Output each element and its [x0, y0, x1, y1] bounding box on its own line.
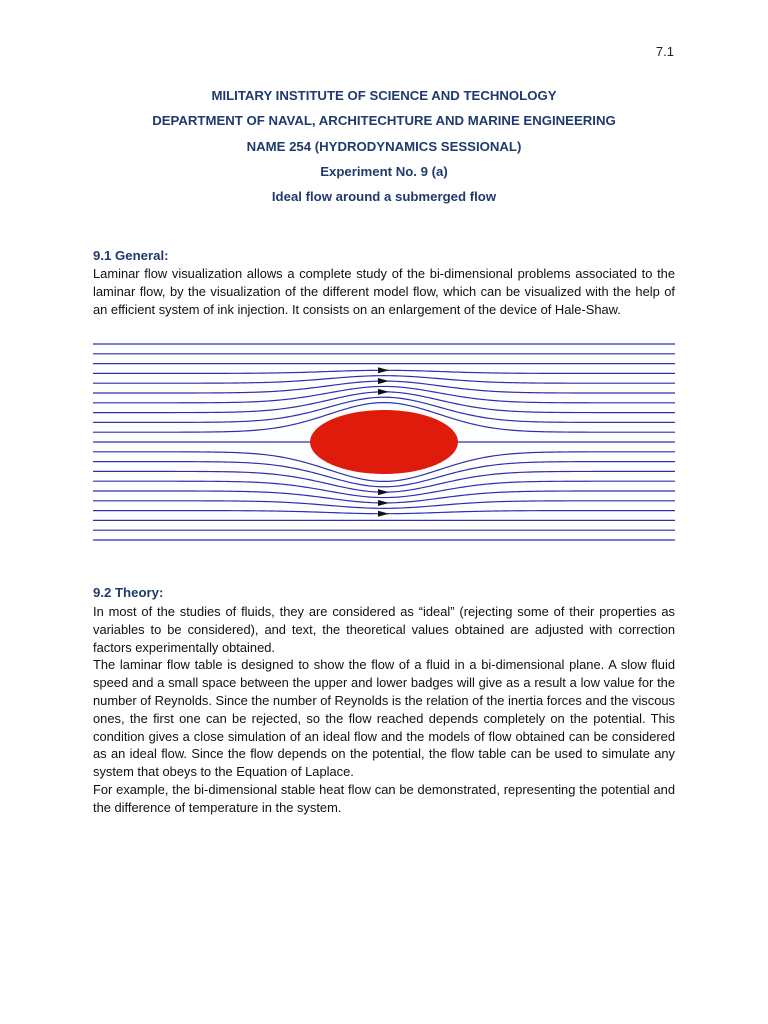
flow-arrow-icon	[378, 367, 389, 373]
course-name: NAME 254 (HYDRODYNAMICS SESSIONAL)	[246, 138, 522, 154]
document-header	[0, 86, 768, 212]
page-number: 7.1	[655, 44, 674, 59]
institute-name: MILITARY INSTITUTE OF SCIENCE AND TECHNOLOGY	[211, 88, 557, 103]
flow-arrow-icon	[378, 489, 389, 495]
theory-paragraph-1: In most of the studies of fluids, they are considered as “ideal” (rejecting some of their properties as variables to be considered), and text, the theoretical values obtained are adjusted with correction factors experimentally obtained.	[93, 604, 675, 655]
submerged-body	[310, 410, 458, 474]
section-general-text	[93, 265, 675, 318]
flow-arrow-icon	[378, 500, 389, 506]
flow-around-cylinder-figure	[93, 338, 675, 546]
flow-arrow-icon	[378, 378, 389, 384]
section-general-heading: 9.1 General:	[93, 248, 169, 263]
section-theory-text	[93, 603, 675, 817]
streamline	[93, 386, 675, 402]
general-paragraph: Laminar flow visualization allows a complete study of the bi-dimensional problems associated to the laminar flow, by the visualization of the different model flow, which can be visualized with the help of an efficient system of ink injection. It consists on an enlargement of the device of Hale-Shaw.	[93, 266, 675, 317]
theory-paragraph-3: For example, the bi-dimensional stable heat flow can be demonstrated, representing the potential and the difference of temperature in the system.	[93, 781, 675, 815]
experiment-title: Ideal flow around a submerged flow	[271, 189, 497, 205]
theory-paragraph-2: The laminar flow table is designed to show the flow of a fluid in a bi-dimensional plane. A slow fluid speed and a small space between the upper and lower badges will give as a result a low value for the number of Reynolds. Since the number of Reynolds is the relation of the inertia forces and the viscous ones, the first one can be rejected, so the flow reached depends completely on the potential. This condition gives a close simulation of an ideal flow and the models of flow obtained can be considered as an ideal flow. Since the flow depends on the potential, the flow table can be used to simulate any system that obeys to the Equation of Laplace.	[93, 657, 675, 780]
section-theory-heading: 9.2 Theory:	[93, 585, 164, 600]
department-name: DEPARTMENT OF NAVAL, ARCHITECHTURE AND MARINE ENGINEERING	[152, 113, 616, 129]
experiment-number: Experiment No. 9 (a)	[320, 163, 448, 179]
flow-arrow-icon	[378, 511, 389, 517]
streamline	[93, 481, 675, 497]
flow-arrow-icon	[378, 389, 389, 395]
